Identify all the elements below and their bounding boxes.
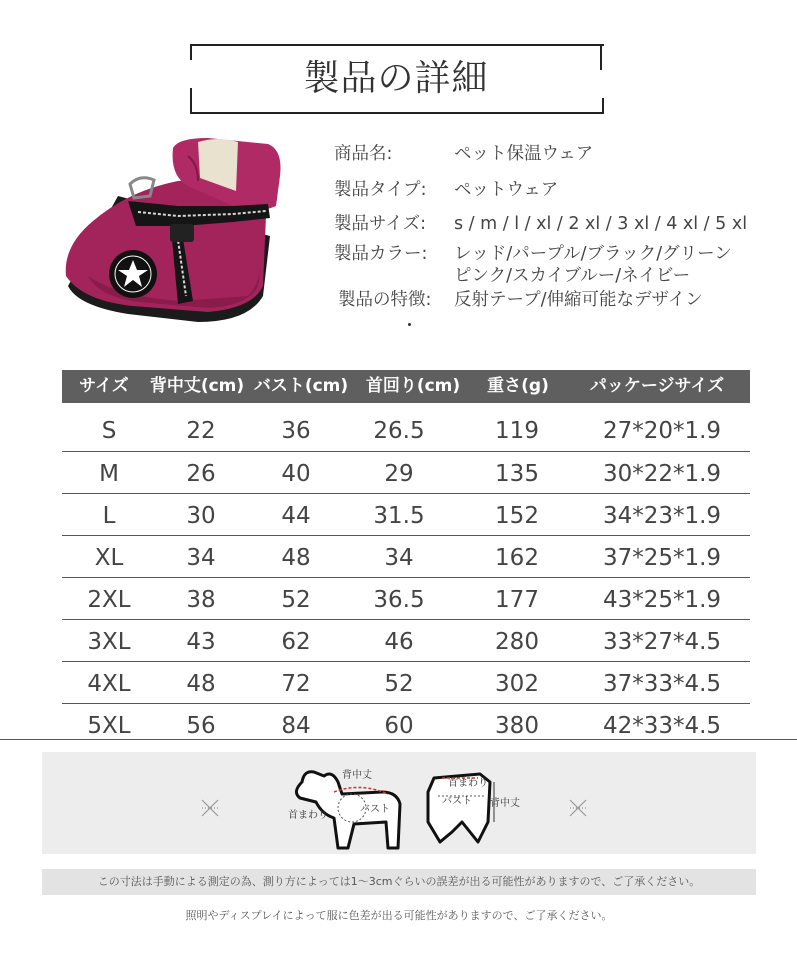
cell-size: 4XL xyxy=(87,671,131,697)
cell-weight: 162 xyxy=(495,545,539,571)
cell-package: 33*27*4.5 xyxy=(602,629,722,655)
cell-back: 34 xyxy=(186,545,216,571)
coat-label-chest: バスト xyxy=(442,796,472,807)
table-row xyxy=(62,452,750,494)
cell-neck: 60 xyxy=(384,713,414,739)
cell-bust: 48 xyxy=(281,545,311,571)
cell-weight: 302 xyxy=(495,671,539,697)
color-disclaimer: 照明やディスプレイによって服に色差が出る可能性がありますので、ご了承ください。 xyxy=(185,909,613,922)
dog-label-back: 背中丈 xyxy=(342,770,372,781)
cell-neck: 31.5 xyxy=(373,503,425,529)
cell-size: 3XL xyxy=(87,629,131,655)
cell-package: 27*20*1.9 xyxy=(602,418,722,444)
cell-size: 5XL xyxy=(87,713,131,739)
measurement-svg xyxy=(42,752,756,854)
cell-neck: 34 xyxy=(384,545,414,571)
header-weight: 重さ(g) xyxy=(487,376,549,396)
cell-bust: 44 xyxy=(281,503,311,529)
spec-value: ピンク/スカイブルー/ネイビー xyxy=(454,266,691,286)
title-frame xyxy=(190,44,602,114)
spec-value: ペットウェア xyxy=(454,180,559,200)
cell-package: 43*25*1.9 xyxy=(602,587,722,613)
cell-size: 2XL xyxy=(87,587,131,613)
cell-package: 30*22*1.9 xyxy=(602,461,722,487)
dog-label-neck: 首まわり xyxy=(288,810,328,821)
left-arrow-icon xyxy=(202,800,218,816)
dog-coat-illustration xyxy=(58,136,298,336)
cell-bust: 40 xyxy=(281,461,311,487)
spec-row-color-cont xyxy=(454,262,690,287)
page-title: 製品の詳細 xyxy=(303,58,489,99)
cell-neck: 29 xyxy=(384,461,414,487)
cell-size: S xyxy=(101,418,117,444)
header-bust: バスト(cm) xyxy=(253,376,349,396)
cell-neck: 36.5 xyxy=(373,587,425,613)
cell-size: XL xyxy=(94,545,124,571)
cell-neck: 46 xyxy=(384,629,414,655)
header-size: サイズ xyxy=(79,376,129,396)
cell-back: 43 xyxy=(186,629,216,655)
right-arrow-icon xyxy=(570,800,586,816)
decorative-dot xyxy=(408,323,411,326)
spec-value: s / m / l / xl / 2 xl / 3 xl / 4 xl / 5 xl xyxy=(454,214,748,234)
size-table-header xyxy=(62,370,750,403)
cell-weight: 119 xyxy=(495,418,539,444)
cell-package: 34*23*1.9 xyxy=(602,503,722,529)
spec-value: レッド/パープル/ブラック/グリーン xyxy=(454,244,732,264)
cell-weight: 152 xyxy=(495,503,539,529)
header-back: 背中丈(cm) xyxy=(149,376,245,396)
cell-back: 26 xyxy=(186,461,216,487)
table-row xyxy=(62,536,750,578)
coat-label-neck: 首まわり xyxy=(448,778,488,789)
cell-package: 42*33*4.5 xyxy=(602,713,722,739)
cell-weight: 177 xyxy=(495,587,539,613)
cell-bust: 36 xyxy=(281,418,311,444)
cell-package: 37*33*4.5 xyxy=(602,671,722,697)
cell-bust: 72 xyxy=(281,671,311,697)
header-package: パッケージサイズ xyxy=(589,376,725,396)
cell-size: L xyxy=(102,503,116,529)
coat-label-back: 背中丈 xyxy=(490,798,520,809)
table-bottom-line xyxy=(0,739,797,740)
table-row xyxy=(62,620,750,662)
table-row xyxy=(62,662,750,704)
cell-neck: 52 xyxy=(384,671,414,697)
cell-bust: 84 xyxy=(281,713,311,739)
cell-weight: 280 xyxy=(495,629,539,655)
measurement-disclaimer: この寸法は手動による測定の為、測り方によっては1～3cmぐらいの誤差が出る可能性がありますので、ご了承ください。 xyxy=(42,869,756,895)
spec-row-size xyxy=(334,210,747,235)
cell-back: 38 xyxy=(186,587,216,613)
spec-value: ペット保温ウェア xyxy=(454,144,594,164)
dog-label-chest: バスト xyxy=(360,804,390,815)
measurement-diagram xyxy=(42,752,756,854)
cell-package: 37*25*1.9 xyxy=(602,545,722,571)
header-neck: 首回り(cm) xyxy=(365,376,461,396)
cell-back: 30 xyxy=(186,503,216,529)
product-image xyxy=(58,136,298,336)
spec-value: 反射テープ/伸縮可能なデザイン xyxy=(454,290,703,310)
cell-bust: 62 xyxy=(281,629,311,655)
spec-key: 商品名: xyxy=(334,144,393,164)
spec-key: 製品の特徴: xyxy=(338,290,432,310)
cell-bust: 52 xyxy=(281,587,311,613)
spec-row-name xyxy=(334,140,593,165)
cell-back: 22 xyxy=(186,418,216,444)
table-row xyxy=(62,578,750,620)
cell-weight: 380 xyxy=(495,713,539,739)
spec-key: 製品カラー: xyxy=(334,244,428,264)
cell-neck: 26.5 xyxy=(373,418,425,444)
cell-back: 56 xyxy=(186,713,216,739)
cell-weight: 135 xyxy=(495,461,539,487)
spec-key: 製品タイプ: xyxy=(334,180,427,200)
table-row xyxy=(62,494,750,536)
spec-row-type xyxy=(334,176,558,201)
spec-key: 製品サイズ: xyxy=(334,214,426,234)
table-row xyxy=(62,409,750,451)
spec-row-feature xyxy=(338,286,703,311)
cell-size: M xyxy=(99,461,119,487)
cell-back: 48 xyxy=(186,671,216,697)
